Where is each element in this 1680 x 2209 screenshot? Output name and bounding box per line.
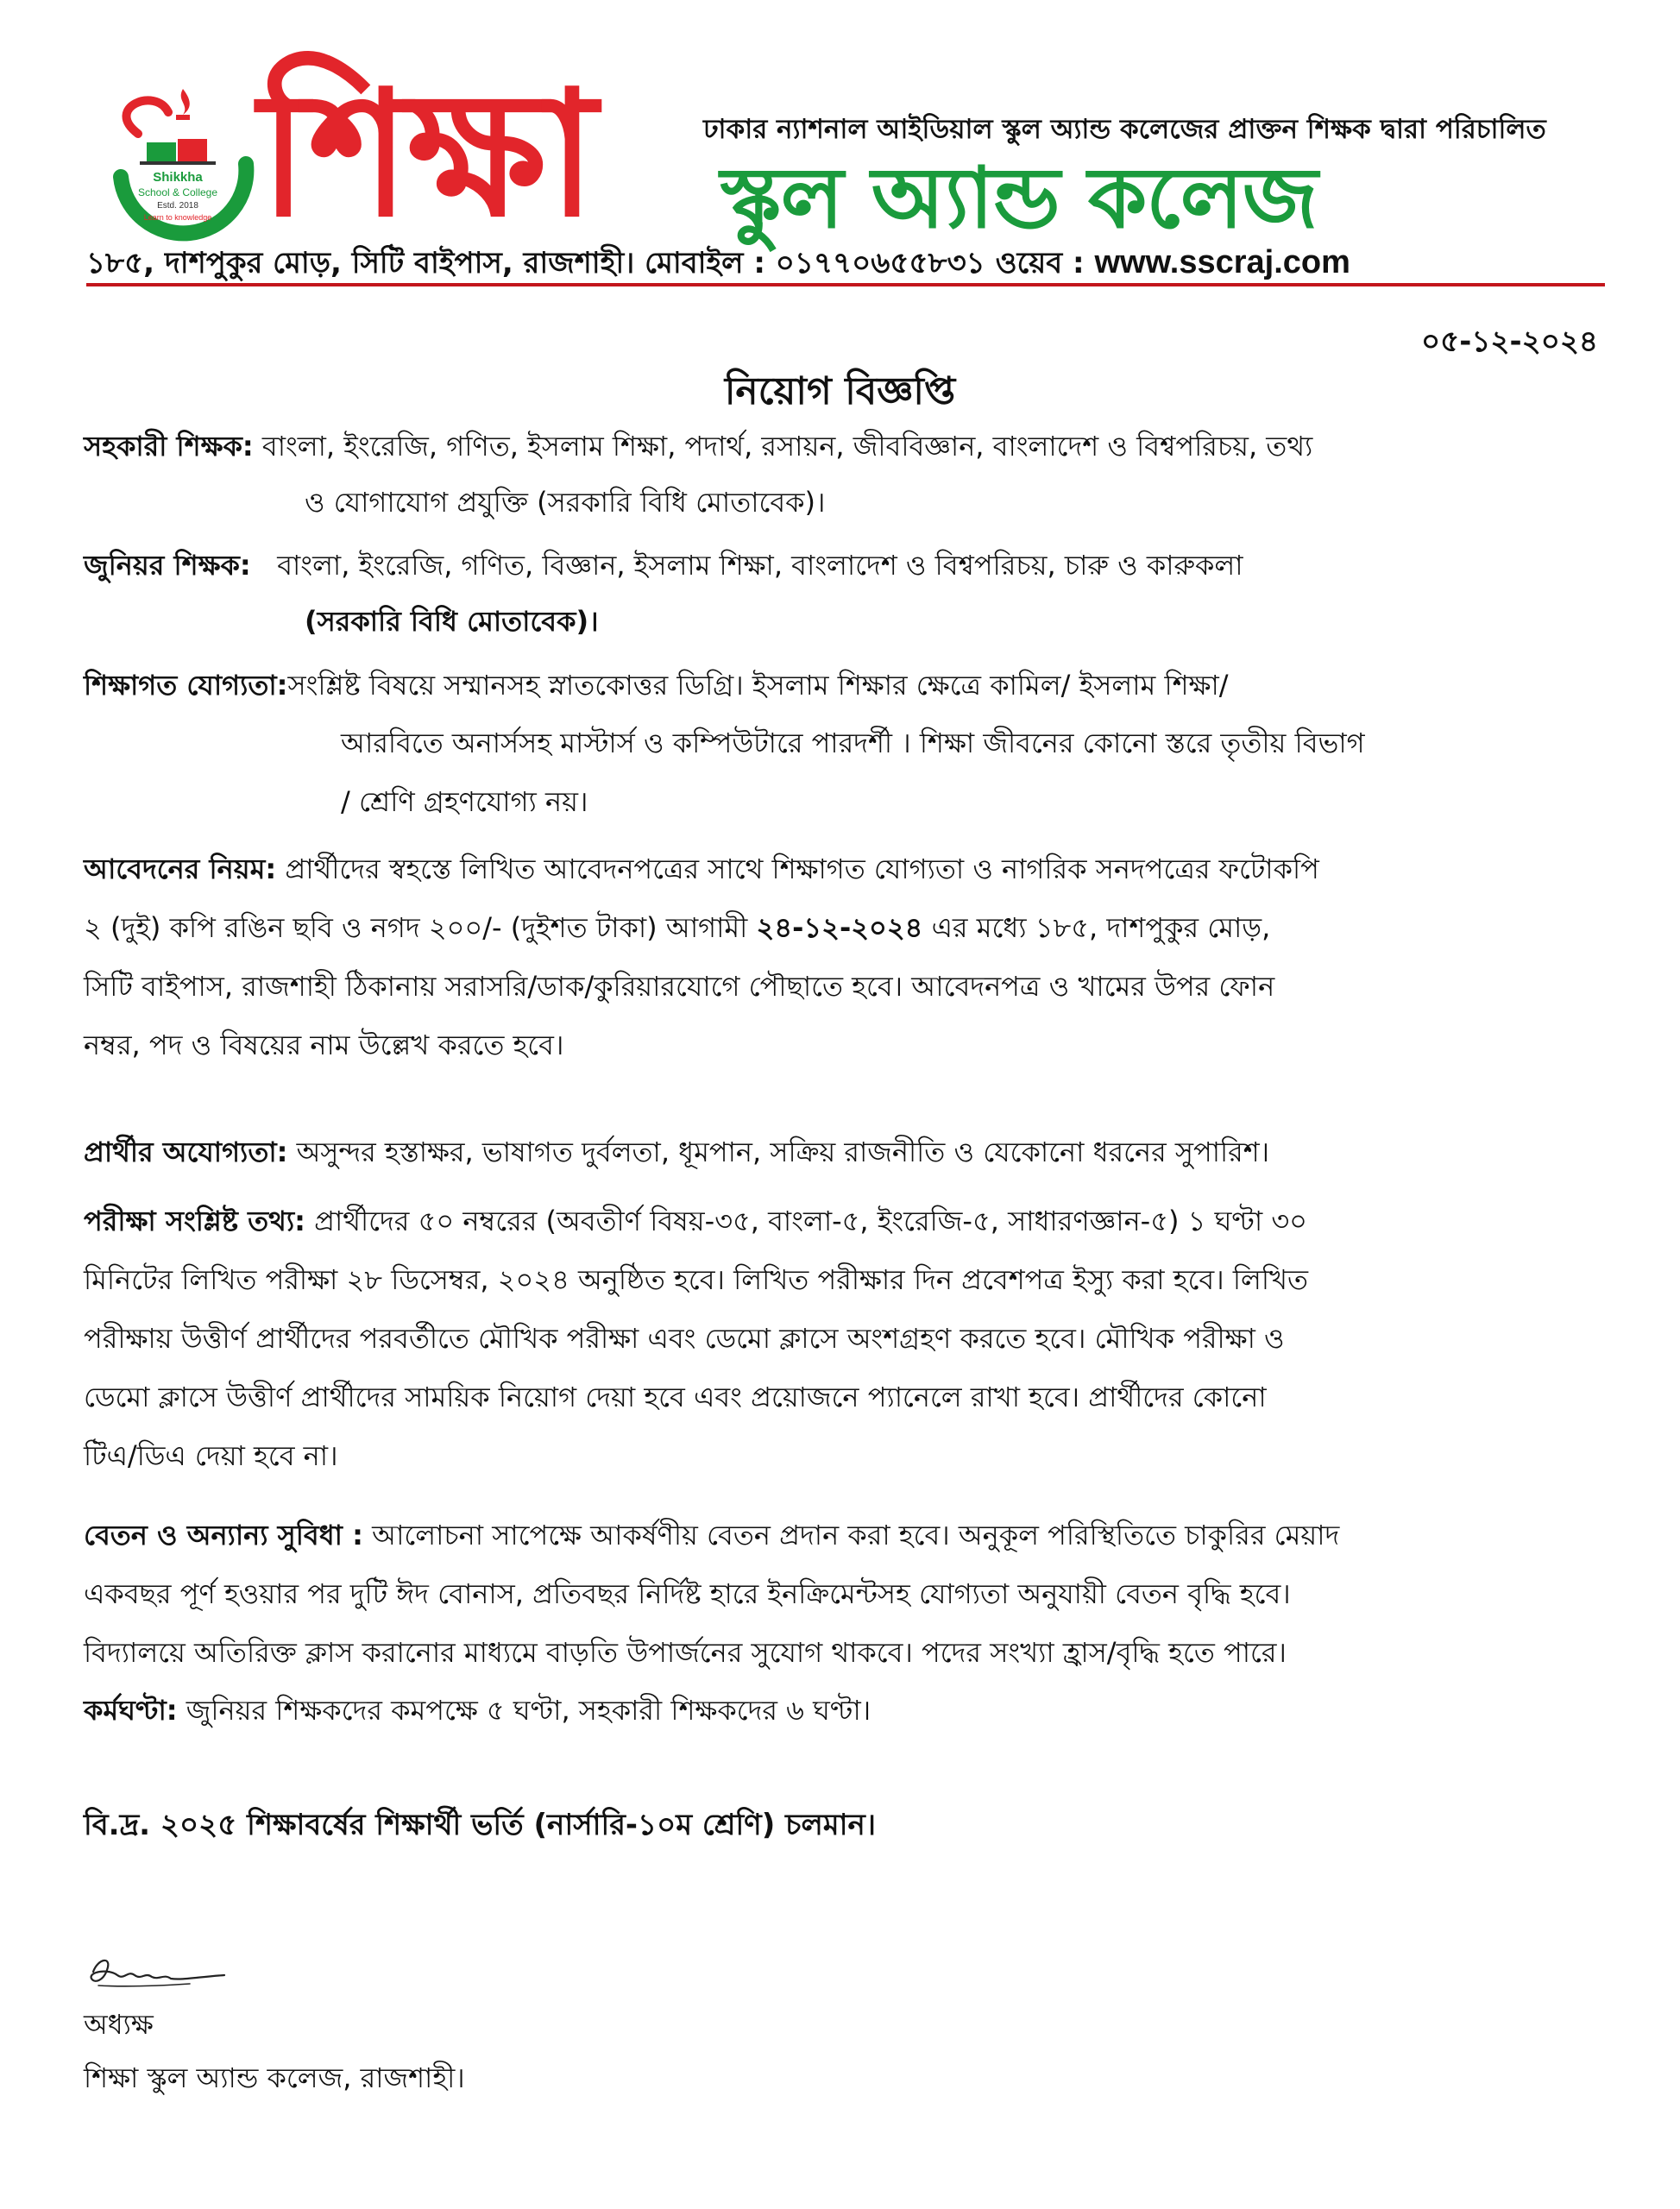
letterhead-tagline: ঢাকার ন্যাশনাল আইডিয়াল স্কুল অ্যান্ড কলেজের প্রাক্তন শিক্ষক দ্বারা পরিচালিত — [703, 114, 1546, 145]
notice-date: ০৫-১২-২০২৪ — [1421, 324, 1598, 359]
assistant-subjects-1: বাংলা, ইংরেজি, গণিত, ইসলাম শিক্ষা, পদার্থ, রসায়ন, জীববিজ্ঞান, বাংলাদেশ ও বিশ্বপরিচয়, তথ্য — [261, 430, 1313, 463]
application-line-4: নম্বর, পদ ও বিষয়ের নাম উল্লেখ করতে হবে। — [84, 1029, 564, 1061]
signer-title: অধ্যক্ষ — [84, 2008, 154, 2041]
disqualification-section — [84, 1129, 1602, 1176]
exam-line-4: ডেমো ক্লাসে উত্তীর্ণ প্রার্থীদের সাময়িক নিয়োগ দেয়া হবে এবং প্রয়োজনে প্যানেলে রাখা হবে। প্রার্থীদের কোনো — [84, 1381, 1267, 1413]
application-label: আবেদনের নিয়ম: — [84, 853, 277, 885]
admission-note: বি.দ্র. ২০২৫ শিক্ষাবর্ষের শিক্ষার্থী ভর্তি (নার্সারি-১০ম শ্রেণি) চলমান। — [84, 1808, 876, 1842]
application-deadline: ২৪-১২-২০২৪ — [756, 911, 923, 944]
disqualification-text: অসুন্দর হস্তাক্ষর, ভাষাগত দুর্বলতা, ধূমপান, সক্রিয় রাজনীতি ও যেকোনো ধরনের সুপারিশ। — [287, 1136, 1270, 1168]
exam-line-2: মিনিটের লিখিত পরীক্ষা ২৮ ডিসেম্বর, ২০২৪ অনুষ্ঠিত হবে। লিখিত পরীক্ষার দিন প্রবেশপত্র ইস্যু করা হবে। লিখিত — [84, 1263, 1309, 1296]
working-hours-text: জুনিয়র শিক্ষকদের কমপক্ষে ৫ ঘণ্টা, সহকারী শিক্ষকদের ৬ ঘণ্টা। — [177, 1694, 871, 1727]
brand-word: শিক্ষা — [259, 54, 594, 255]
application-section — [84, 846, 1602, 893]
salary-line-3: বিদ্যালয়ে অতিরিক্ত ক্লাস করানোর মাধ্যমে বাড়তি উপার্জনের সুযোগ থাকবে। পদের সংখ্যা হ্রাস/বৃদ্ধি হতে পারে। — [84, 1636, 1287, 1669]
header-divider — [86, 283, 1605, 286]
assistant-label: সহকারী শিক্ষক: — [84, 430, 254, 463]
address-text: ১৮৫, দাশপুকুর মোড়, সিটি বাইপাস, রাজশাহী। মোবাইল : ০১৭৭০৬৫৫৮৩১ ওয়েব : — [86, 246, 1095, 280]
salary-section — [84, 1512, 1602, 1559]
assistant-teacher-section — [84, 423, 1602, 470]
logo-text-estd: Estd. 2018 — [157, 201, 198, 211]
junior-label: জুনিয়র শিক্ষক: — [84, 549, 251, 582]
qualification-line-3: / শ্রেণি গ্রহণযোগ্য নয়। — [341, 785, 588, 818]
notice-title: নিয়োগ বিজ্ঞপ্তি — [724, 369, 956, 413]
qualification-line-1: সংশ্লিষ্ট বিষয়ে সম্মানসহ স্নাতকোত্তর ডিগ্রি। ইসলাম শিক্ষার ক্ষেত্রে কামিল/ ইসলাম শিক্ষা/ — [287, 669, 1229, 702]
school-name: স্কুল অ্যান্ড কলেজ — [720, 149, 1318, 248]
junior-teacher-section — [84, 542, 1602, 589]
salary-line-2: একবছর পূর্ণ হওয়ার পর দুটি ঈদ বোনাস, প্রতিবছর নির্দিষ্ট হারে ইনক্রিমেন্টসহ যোগ্যতা অনুযায়ী বেতন বৃদ্ধি হবে। — [84, 1577, 1291, 1610]
application-line-1: প্রার্থীদের স্বহস্তে লিখিত আবেদনপত্রের সাথে শিক্ষাগত যোগ্যতা ও নাগরিক সনদপত্রের ফটোকপি — [285, 853, 1319, 885]
application-line-2a: ২ (দুই) কপি রঙিন ছবি ও নগদ ২০০/- (দুইশত টাকা) আগামী — [84, 911, 757, 944]
exam-line-1: প্রার্থীদের ৫০ নম্বরের (অবতীর্ণ বিষয়-৩৫, বাংলা-৫, ইংরেজি-৫, সাধারণজ্ঞান-৫) ১ ঘণ্টা ৩০ — [305, 1205, 1307, 1237]
contact-line — [86, 244, 1605, 281]
logo-text-motto: Learn to knowledge — [143, 213, 212, 222]
exam-label: পরীক্ষা সংশ্লিষ্ট তথ্য: — [84, 1205, 305, 1237]
signer-organization: শিক্ষা স্কুল অ্যান্ড কলেজ, রাজশাহী। — [84, 2061, 465, 2094]
website-link[interactable]: www.sscraj.com — [1094, 244, 1350, 280]
exam-section — [84, 1198, 1602, 1245]
junior-subjects-2: (সরকারি বিধি মোতাবেক)। — [305, 605, 599, 638]
logo-text-sub: School & College — [137, 186, 218, 198]
exam-line-5: টিএ/ডিএ দেয়া হবে না। — [84, 1439, 338, 1472]
working-hours-section — [84, 1687, 1602, 1734]
salary-line-1: আলোচনা সাপেক্ষে আকর্ষণীয় বেতন প্রদান করা হবে। অনুকূল পরিস্থিতিতে চাকুরির মেয়াদ — [362, 1519, 1340, 1551]
salary-label: বেতন ও অন্যান্য সুবিধা : — [84, 1519, 363, 1551]
application-line-2 — [84, 904, 1602, 952]
qualification-line-2: আরবিতে অনার্সসহ মাস্টার্স ও কম্পিউটারে পারদর্শী । শিক্ষা জীবনের কোনো স্তরে তৃতীয় বিভাগ — [341, 727, 1365, 759]
logo-text-name: Shikkha — [153, 170, 203, 185]
exam-line-3: পরীক্ষায় উত্তীর্ণ প্রার্থীদের পরবর্তীতে মৌখিক পরীক্ষা এবং ডেমো ক্লাসে অংশগ্রহণ করতে হবে। মৌখিক পরীক্ষা ও — [84, 1322, 1285, 1355]
working-hours-label: কর্মঘণ্টা: — [84, 1694, 178, 1727]
qualification-section — [84, 662, 1602, 709]
application-line-2b: এর মধ্যে ১৮৫, দাশপুকুর মোড়, — [922, 911, 1271, 944]
assistant-subjects-2: ও যোগাযোগ প্রযুক্তি (সরকারি বিধি মোতাবেক)। — [305, 486, 826, 519]
qualification-label: শিক্ষাগত যোগ্যতা: — [84, 669, 288, 702]
disqualification-label: প্রার্থীর অযোগ্যতা: — [84, 1136, 288, 1168]
school-logo — [86, 82, 280, 255]
principal-signature — [86, 1946, 233, 1998]
application-line-3: সিটি বাইপাস, রাজশাহী ঠিকানায় সরাসরি/ডাক/কুরিয়ারযোগে পৌছাতে হবে। আবেদনপত্র ও খামের উপর ফোন — [84, 970, 1275, 1003]
junior-subjects-1: বাংলা, ইংরেজি, গণিত, বিজ্ঞান, ইসলাম শিক্ষা, বাংলাদেশ ও বিশ্বপরিচয়, চারু ও কারুকলা — [277, 549, 1243, 582]
